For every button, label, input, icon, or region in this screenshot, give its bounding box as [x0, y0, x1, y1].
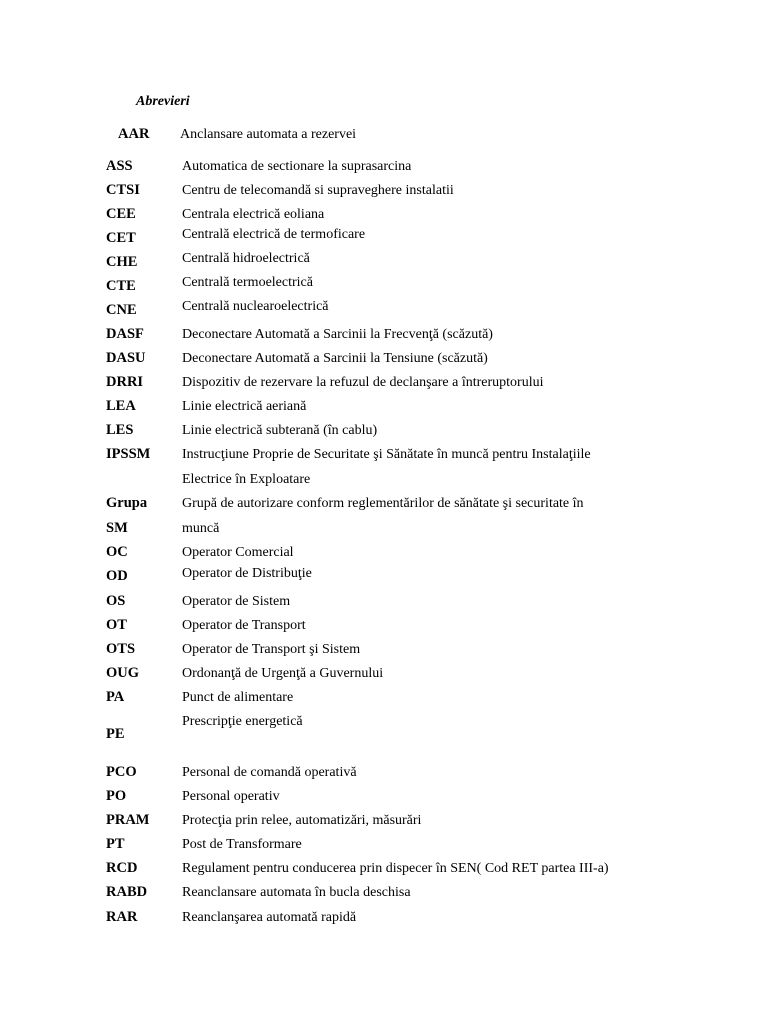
abbreviation-definition: Centrală electrică de termoficare [182, 227, 366, 242]
abbreviation-code: PO [106, 788, 127, 804]
abbreviation-definition: Linie electrică aeriană [182, 399, 307, 414]
abbreviation-definition: Reanclansare automata în bucla deschisa [182, 885, 411, 900]
abbreviation-definition: Centru de telecomandă si supraveghere instalatii [182, 183, 454, 198]
abbreviation-code: IPSSM [106, 446, 151, 462]
abbreviation-code: AAR [118, 126, 150, 142]
abbreviation-definition: Operator de Distribuţie [182, 566, 312, 581]
abbreviation-code: OS [106, 593, 126, 609]
abbreviation-definition: muncă [182, 521, 220, 536]
abbreviation-definition: Dispozitiv de rezervare la refuzul de declanşare a întreruptorului [182, 375, 544, 390]
abbreviation-definition: Operator de Transport [182, 618, 306, 633]
abbreviation-code: OC [106, 544, 128, 560]
abbreviation-code: CNE [106, 302, 137, 318]
abbreviation-code: CEE [106, 206, 136, 222]
abbreviation-definition: Protecţia prin relee, automatizări, măsurări [182, 813, 422, 828]
abbreviation-code: LEA [106, 398, 136, 414]
abbreviation-definition: Prescripţie energetică [182, 714, 303, 729]
abbreviation-code: RABD [106, 884, 148, 900]
abbreviation-definition: Anclansare automata a rezervei [180, 127, 357, 142]
abbreviation-definition: Personal de comandă operativă [182, 765, 357, 780]
abbreviation-code: PA [106, 689, 125, 705]
abbreviation-definition: Personal operativ [182, 789, 280, 804]
abbreviation-code: PT [106, 836, 125, 852]
abbreviation-code: PE [106, 726, 125, 742]
abbreviation-code: LES [106, 422, 134, 438]
abbreviation-code: Grupa [106, 495, 148, 511]
abbreviation-definition: Operator de Sistem [182, 594, 291, 609]
abbreviation-definition: Deconectare Automată a Sarcinii la Frecvenţă (scăzută) [182, 327, 493, 342]
abbreviation-definition: Linie electrică subterană (în cablu) [182, 423, 378, 438]
abbreviation-definition: Centrală termoelectrică [182, 275, 313, 290]
abbreviation-definition: Operator Comercial [182, 545, 294, 560]
abbreviation-definition: Centrală hidroelectrică [182, 251, 310, 266]
abbreviation-code: OUG [106, 665, 140, 681]
abbreviation-definition: Punct de alimentare [182, 690, 294, 705]
page-title: Abrevieri [136, 94, 190, 109]
abbreviation-code: SM [106, 520, 128, 536]
abbreviation-code: DRRI [106, 374, 144, 390]
abbreviation-definition: Post de Transformare [182, 837, 302, 852]
abbreviation-definition: Deconectare Automată a Sarcinii la Tensiune (scăzută) [182, 351, 488, 366]
abbreviation-definition: Regulament pentru conducerea prin dispecer în SEN( Cod RET partea III-a) [182, 861, 609, 876]
abbreviation-code: RAR [106, 909, 138, 925]
abbreviation-code: OT [106, 617, 127, 633]
abbreviation-code: PCO [106, 764, 137, 780]
abbreviation-code: DASF [106, 326, 144, 342]
abbreviation-code: OD [106, 568, 128, 584]
abbreviation-code: OTS [106, 641, 136, 657]
abbreviation-code: CET [106, 230, 136, 246]
abbreviation-definition: Instrucţiune Proprie de Securitate şi Sănătate în muncă pentru Instalaţiile [182, 447, 591, 462]
abbreviation-code: ASS [106, 158, 133, 174]
abbreviation-definition: Reanclanşarea automată rapidă [182, 910, 357, 925]
abbreviation-code: RCD [106, 860, 138, 876]
abbreviation-code: DASU [106, 350, 146, 366]
abbreviation-definition: Grupă de autorizare conform reglementărilor de sănătate şi securitate în [182, 496, 584, 511]
abbreviation-definition: Centrală nuclearoelectrică [182, 299, 329, 314]
abbreviation-definition: Operator de Transport şi Sistem [182, 642, 361, 657]
abbreviation-definition: Centrala electrică eoliana [182, 207, 325, 222]
abbreviation-code: CTE [106, 278, 136, 294]
abbreviation-definition: Ordonanţă de Urgenţă a Guvernului [182, 666, 384, 681]
abbreviation-code: CTSI [106, 182, 140, 198]
abbreviation-definition: Automatica de sectionare la suprasarcina [182, 159, 412, 174]
abbreviation-definition: Electrice în Exploatare [182, 472, 311, 487]
abbreviation-code: CHE [106, 254, 138, 270]
abbreviation-code: PRAM [106, 812, 150, 828]
